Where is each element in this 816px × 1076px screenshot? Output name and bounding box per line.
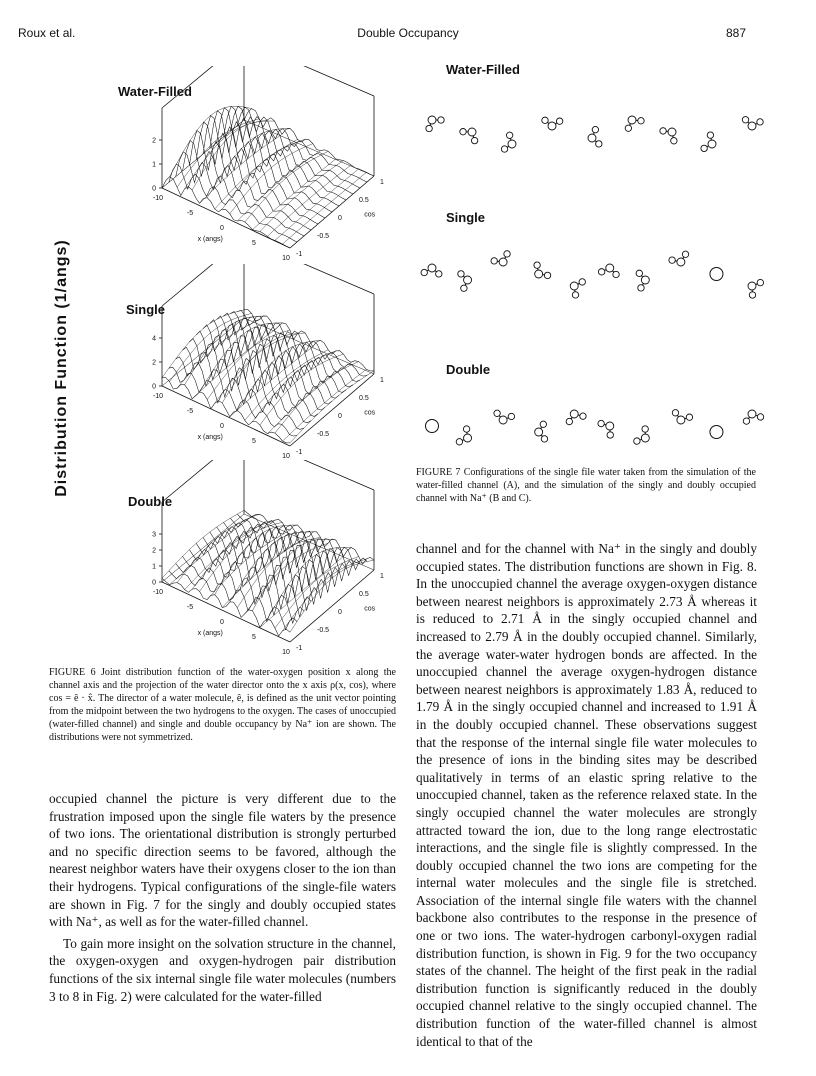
configuration-row (421, 251, 764, 298)
configuration-row (426, 116, 763, 152)
x-tick-label: 0 (220, 225, 224, 232)
cos-tick-label: -1 (296, 251, 303, 258)
cos-axis-label: cos (364, 211, 376, 219)
cos-axis-label: cos (364, 409, 376, 417)
paragraph: occupied channel the picture is very different due to the frustration imposed upon the single file waters by the presence of two ions. The orientational distribution is strongly perturbed and no specific direction seems to be favored, although the nearest neighbor waters have their oxygens closer to the ion than their hydrogens. Typical configurations of the single-file waters are shown in Fig. 7 for the singly and doubly occupied states with Na⁺, as well as for the water-filled channel. (49, 791, 396, 930)
paragraph: channel and for the channel with Na⁺ in the singly and doubly occupied states. The distribution functions are shown in Fig. 8. In the unoccupied channel the average oxygen-oxygen distance between nearest neighbors is approximately 2.73 Å whereas it is reduced to 2.71 Å in the singly occupied channel and increased to 2.79 Å in the doubly occupied channel. Similarly, the average water-water hydrogen bonds are affected. In the unoccupied channel the average oxygen-hydrogen distance between nearest neighbors is approximately 1.83 Å, reduced to 1.79 Å in the singly occupied channel and increased to 1.91 Å in the doubly occupied channel. These observations suggest that the response of the internal single file water molecules to the presence of ions in the binding sites may be described qualitatively in terms of an elastic spring relative to the unoccupied channel, taken as the reference relaxed state. In the singly occupied channel the water molecules are strongly attracted toward the ion, due to the long range electrostatic interactions, and the single file is slightly compressed. In the doubly occupied channel the two ions are competing for the internal water molecules and the single file is stretched. Association of the internal single file waters with the channel backbone also contributes to the response in the presence of one or two ions. The water-hydrogen carbonyl-oxygen radial distribution function, is shown in Fig. 9 for the two occupancy states of the channel. The height of the first peak in the radial distribution function is significantly reduced in the doubly occupied channel relative to the singly occupied channel. The distribution function of the water-filled channel is almost identical to that of the (416, 541, 757, 1049)
x-tick-label: 10 (282, 649, 290, 656)
cos-tick-label: 0 (338, 413, 342, 420)
cos-tick-label: 1 (380, 573, 384, 580)
cos-tick-label: -0.5 (317, 627, 330, 634)
x-tick-label: 0 (220, 619, 224, 626)
figure6-y-axis-label: Distribution Function (1/angs) (53, 239, 70, 497)
cos-tick-label: -0.5 (317, 233, 330, 240)
surface-plot (112, 460, 402, 660)
cos-axis-label: cos (364, 605, 376, 613)
cos-tick-label: -1 (296, 645, 303, 652)
x-tick-label: 5 (252, 438, 256, 445)
running-head-title: Double Occupancy (357, 26, 459, 40)
z-tick-label: 0 (152, 579, 156, 587)
figure7-label-double: Double (446, 362, 491, 377)
x-tick-label: 5 (252, 240, 256, 247)
x-tick-label: -5 (186, 604, 194, 611)
water-configurations (412, 52, 772, 462)
z-tick-label: 0 (152, 185, 156, 193)
x-tick-label: 5 (252, 634, 256, 641)
cos-tick-label: 0 (338, 215, 342, 222)
running-head-authors: Roux et al. (18, 26, 76, 40)
x-tick-label: -10 (152, 589, 164, 596)
x-axis-label: x (angs) (197, 630, 223, 637)
x-tick-label: -10 (152, 195, 164, 202)
figure6-panel-water-filled (112, 66, 402, 266)
cos-tick-label: 0 (338, 609, 342, 616)
cos-tick-label: 0.5 (359, 591, 369, 598)
z-tick-label: 3 (152, 531, 156, 539)
figure7-caption: FIGURE 7 Configurations of the single file water taken from the simulation of the water-filled channel (A), and the simulation of the singly and doubly occupied channel with Na⁺ (B and C). (416, 467, 756, 504)
left-column-text (49, 790, 396, 1005)
x-tick-label: -5 (186, 408, 194, 415)
figure6-panel-single (112, 264, 402, 464)
figure6-panel-double (112, 460, 402, 660)
cos-tick-label: -0.5 (317, 431, 330, 438)
panel-title: Single (126, 302, 166, 317)
cos-tick-label: -1 (296, 449, 303, 456)
x-tick-label: 0 (220, 423, 224, 430)
z-tick-label: 1 (152, 161, 156, 169)
surface-plot (112, 264, 402, 464)
panel-title: Water-Filled (118, 84, 192, 99)
cos-tick-label: 0.5 (359, 197, 369, 204)
z-tick-label: 2 (152, 547, 156, 555)
figure7-label-water-filled: Water-Filled (446, 62, 520, 77)
page-number: 887 (725, 26, 746, 40)
cos-tick-label: 1 (380, 377, 384, 384)
paragraph: To gain more insight on the solvation structure in the channel, the oxygen-oxygen and oxygen-hydrogen pair distribution functions of the six internal single file water molecules (numbers 3 to 8 in Fig. 2) were calculated for the water-filled (49, 935, 396, 1004)
x-tick-label: 10 (282, 255, 290, 262)
x-tick-label: 10 (282, 453, 290, 460)
figure7-label-single: Single (446, 210, 486, 225)
x-axis-label: x (angs) (197, 434, 223, 441)
z-tick-label: 4 (152, 335, 156, 343)
right-column-text (416, 540, 757, 1050)
figure7 (412, 52, 772, 462)
figure6-caption: FIGURE 6 Joint distribution function of the water-oxygen position x along the channel axis and the projection of the water director onto the x axis ρ(x, cos), where cos = ê · x̂. The director of a water molecule, ê, is defined as the unit vector pointing from the midpoint between the two hydrogens to the oxygen. The cases of unoccupied (water-filled channel) and single and double occupancy by Na⁺ ion are shown. The distributions were not symmetrized. (49, 667, 396, 743)
panel-title: Double (128, 494, 173, 509)
x-axis-label: x (angs) (197, 236, 223, 243)
z-tick-label: 2 (152, 137, 156, 145)
cos-tick-label: 0.5 (359, 395, 369, 402)
x-tick-label: -10 (152, 393, 164, 400)
cos-tick-label: 1 (380, 179, 384, 186)
configuration-row (426, 410, 764, 445)
z-tick-label: 2 (152, 359, 156, 367)
z-tick-label: 1 (152, 563, 156, 571)
z-tick-label: 0 (152, 383, 156, 391)
x-tick-label: -5 (186, 210, 194, 217)
